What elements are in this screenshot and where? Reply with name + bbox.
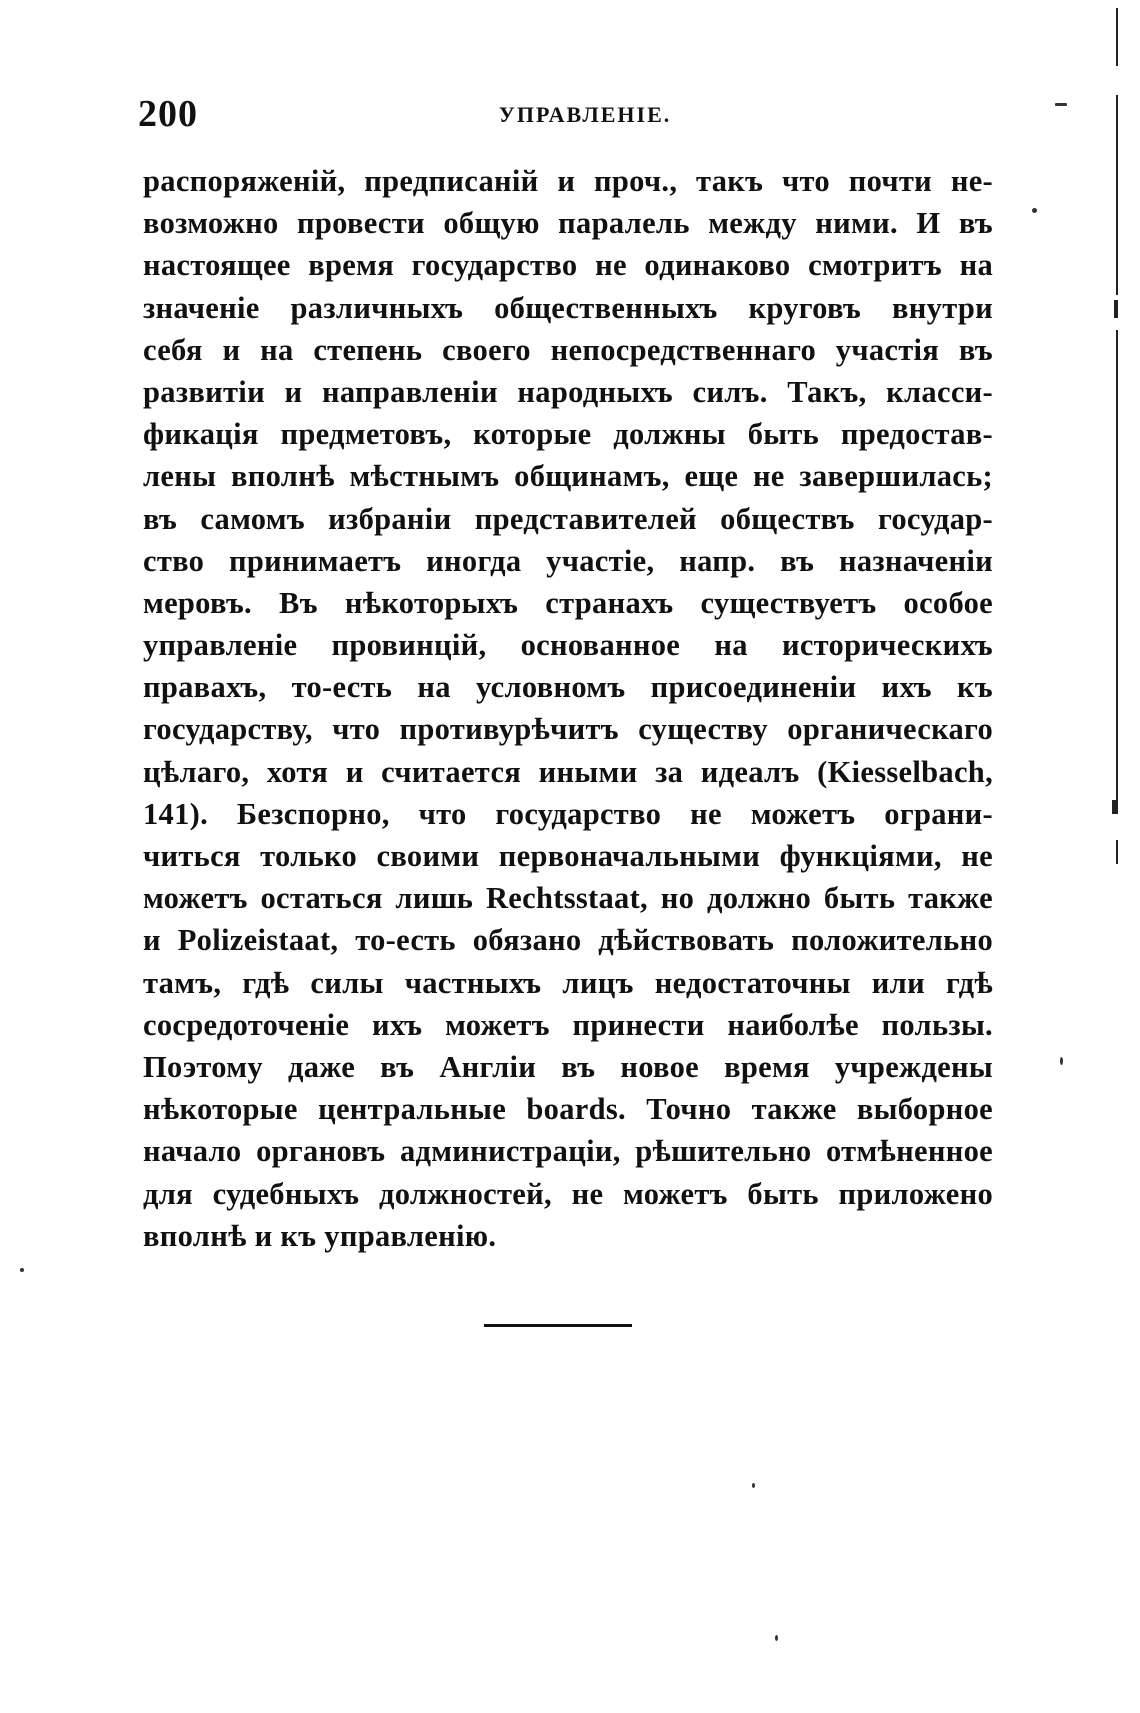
text-line: начало органовъ администраціи, рѣшительно отмѣненное [143,1134,993,1169]
text-line: въ самомъ избраніи представителей обществъ государ- [143,501,993,536]
text-line: развитіи и направленіи народныхъ силъ. Такъ, класси- [143,374,993,409]
text-line: правахъ, то-есть на условномъ присоединеніи ихъ къ [143,670,993,705]
scan-edge-mark [1116,330,1118,800]
text-line: меровъ. Въ нѣкоторыхъ странахъ существуетъ особое [143,585,993,620]
text-line: себя и на степень своего непосредственнаго участія въ [143,332,993,367]
end-rule [484,1324,632,1327]
text-line: управленіе провинцій, основанное на историческихъ [143,628,993,663]
text-line: для судебныхъ должностей, не можетъ быть приложено [143,1176,993,1211]
text-line: и Polizeistaat, то-есть обязано дѣйствовать положительно [143,923,993,958]
scan-edge-mark [1112,800,1118,814]
scan-edge-mark [1116,840,1118,864]
text-line: ство принимаетъ иногда участіе, напр. въ назначеніи [143,543,993,578]
scan-edge-mark [1116,8,1118,66]
text-line: 141). Безспорно, что государство не можетъ ограни- [143,796,993,831]
scan-edge-mark [1116,95,1118,295]
text-line: государству, что противурѣчитъ существу органическаго [143,712,993,747]
text-line: настоящее время государство не одинаково смотритъ на [143,248,993,283]
text-line: можетъ остаться лишь Rechtsstaat, но должно быть также [143,881,993,916]
text-line: цѣлаго, хотя и считается иными за идеалъ (Kiesselbach, [143,754,993,789]
scan-speck [752,1483,755,1488]
text-line: значеніе различныхъ общественныхъ круговъ внутри [143,290,993,325]
text-line: нѣкоторые центральные boards. Точно также выборное [143,1092,993,1127]
text-line: читься только своими первоначальными функціями, не [143,839,993,873]
text-line: распоряженій, предписаній и проч., такъ что почти не- [143,164,993,198]
page-number: 200 [138,93,198,135]
scan-speck [1032,208,1037,213]
scan-edge-mark [1114,300,1118,318]
scan-speck [20,1268,24,1272]
scan-speck [1060,1057,1063,1065]
text-line: фикація предметовъ, которые должны быть предостав- [143,417,993,452]
scan-speck [775,1635,778,1641]
scan-speck [1055,103,1067,106]
text-line: лены вполнѣ мѣстнымъ общинамъ, еще не завершилась; [143,459,993,494]
text-line: вполнѣ и къ управленію. [143,1218,497,1253]
running-title: УПРАВЛЕНІЕ. [498,102,672,127]
text-line: Поэтому даже въ Англіи въ новое время учреждены [143,1049,993,1084]
body-paragraph [143,160,993,1257]
text-line: тамъ, гдѣ силы частныхъ лицъ недостаточны или гдѣ [143,965,993,1000]
text-line: сосредоточеніе ихъ можетъ принести наиболѣе пользы. [143,1007,993,1042]
text-line: возможно провести общую паралель между ними. И въ [143,206,993,241]
